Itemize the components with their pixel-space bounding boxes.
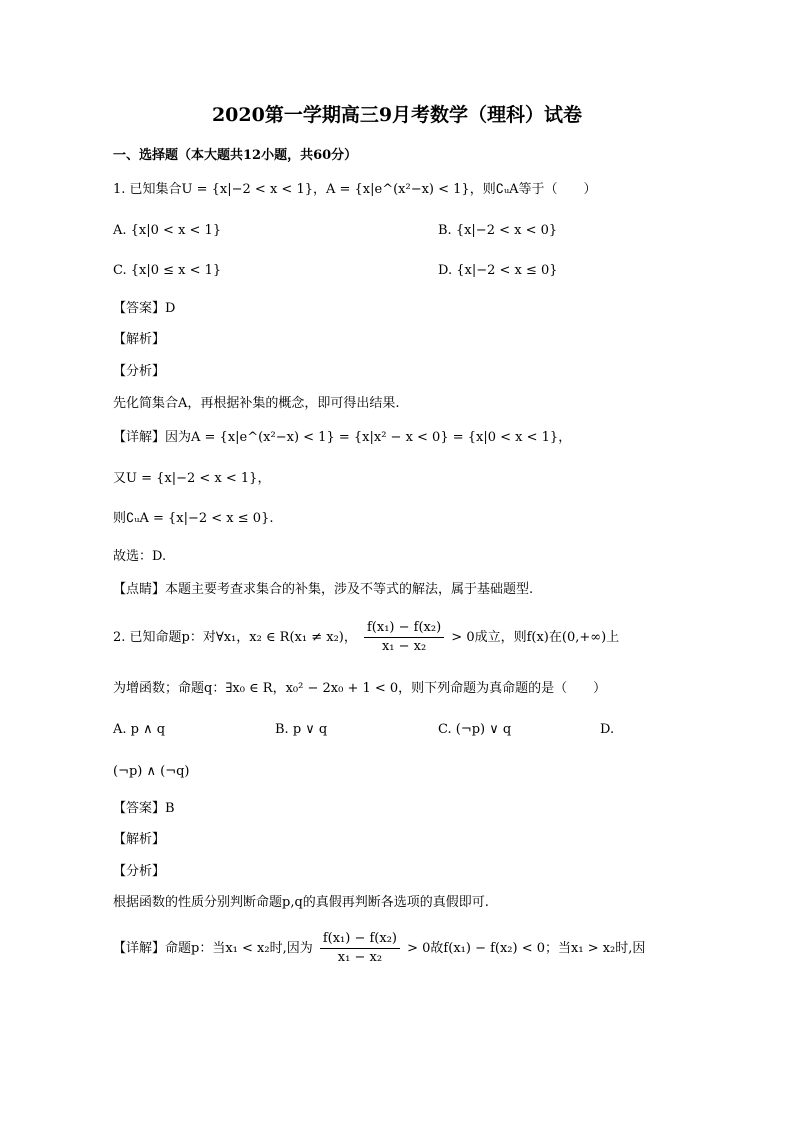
q2-detail-line	[113, 929, 645, 969]
q1-option-b: B. {x|−2 < x < 0}	[438, 223, 558, 238]
q1-fenxi-text: 先化简集合A，再根据补集的概念，即可得出结果.	[113, 396, 400, 411]
q1-stem: 1. 已知集合U = {x|−2 < x < 1}，A = {x|e^(x²−x) < 1}，则∁ᵤA等于（ ）	[113, 182, 597, 197]
q2-answer: 【答案】B	[113, 801, 175, 816]
q2-fenxi-label: 【分析】	[113, 864, 166, 879]
q1-detail-line4: 故选：D.	[113, 549, 167, 564]
q1-analysis-label: 【解析】	[113, 332, 166, 347]
q1-comment: 【点睛】本题主要考查求集合的补集，涉及不等式的解法，属于基础题型.	[113, 582, 534, 597]
q2-detail-fraction-numerator: f(x₁) − f(x₂)	[320, 930, 400, 949]
q2-fraction-denominator: x₁ − x₂	[381, 639, 427, 654]
q2-stem-part-a: 2. 已知命题p：对∀x₁，x₂ ∈ R(x₁ ≠ x₂)，	[113, 630, 357, 645]
q2-fraction	[364, 619, 444, 656]
q1-fenxi-label: 【分析】	[113, 364, 166, 379]
q2-detail-part-b: > 0故f(x₁) − f(x₂) < 0；当x₁ > x₂时,因	[407, 941, 646, 956]
q1-option-c: C. {x|0 ≤ x < 1}	[113, 263, 222, 278]
q2-analysis-label: 【解析】	[113, 832, 166, 847]
q2-option-b: B. p ∨ q	[275, 722, 328, 737]
q1-answer: 【答案】D	[113, 301, 176, 316]
q2-option-d-expression: (¬p) ∧ (¬q)	[113, 764, 190, 779]
q2-detail-part-a: 【详解】命题p：当x₁ < x₂时,因为	[113, 941, 313, 956]
q1-option-a: A. {x|0 < x < 1}	[113, 223, 222, 238]
q2-option-c: C. (¬p) ∨ q	[438, 722, 512, 737]
q1-detail-line1: 【详解】因为A = {x|e^(x²−x) < 1} = {x|x² − x < 0} = {x|0 < x < 1}，	[113, 430, 572, 445]
q2-fraction-numerator: f(x₁) − f(x₂)	[364, 619, 444, 638]
q2-option-d: D.	[600, 722, 615, 737]
q2-detail-fraction-denominator: x₁ − x₂	[337, 950, 383, 965]
section-heading: 一、选择题（本大题共12小题，共60分）	[113, 148, 358, 163]
q1-detail-line3: 则∁ᵤA = {x|−2 < x ≤ 0}.	[113, 511, 274, 526]
q2-stem-line2: 为增函数；命题q：∃x₀ ∈ R，x₀² − 2x₀ + 1 < 0，则下列命题为真命题的是（ ）	[113, 681, 607, 696]
q1-option-d: D. {x|−2 < x ≤ 0}	[438, 263, 558, 278]
q1-detail-line2: 又U = {x|−2 < x < 1}，	[113, 471, 271, 486]
q2-fenxi-text: 根据函数的性质分别判断命题p,q的真假再判断各选项的真假即可.	[113, 895, 489, 910]
q2-detail-fraction	[320, 930, 400, 967]
page-title: 2020第一学期高三9月考数学（理科）试卷	[211, 104, 583, 126]
q2-stem-part-b: > 0成立，则f(x)在(0,+∞)上	[451, 630, 620, 645]
q2-option-a: A. p ∧ q	[113, 722, 166, 737]
q2-stem-line1	[113, 618, 619, 658]
